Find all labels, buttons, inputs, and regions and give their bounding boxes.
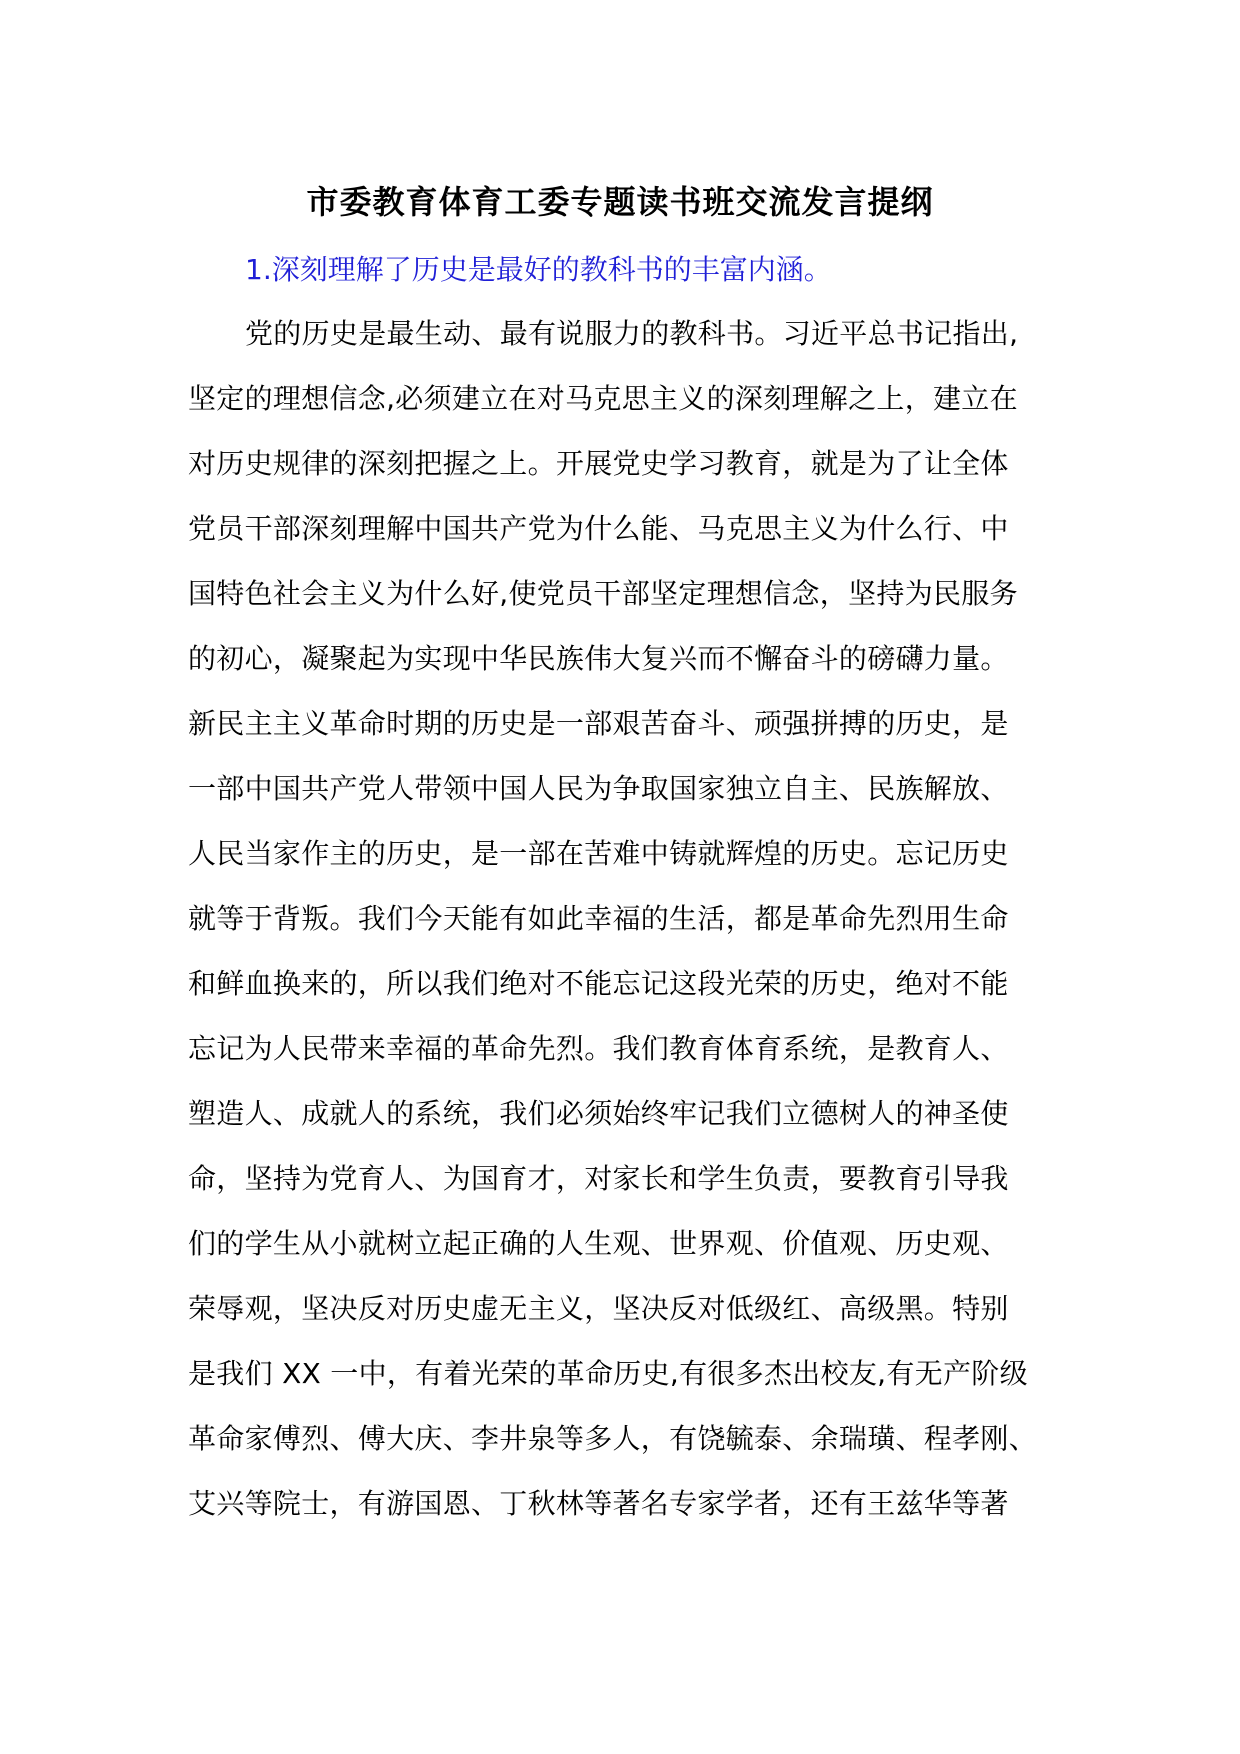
text-line: 人民当家作主的历史，是一部在苦难中铸就辉煌的历史。忘记历史 xyxy=(188,837,1009,870)
text-line: 们的学生从小就树立起正确的人生观、世界观、价值观、历史观、 xyxy=(188,1227,1009,1260)
text-line: 革命家傅烈、傅大庆、李井泉等多人，有饶毓泰、余瑞璜、程孝刚、 xyxy=(188,1422,1038,1455)
section-heading: 1.深刻理解了历史是最好的教科书的丰富内涵。 xyxy=(245,253,832,286)
text-line: 和鲜血换来的，所以我们绝对不能忘记这段光荣的历史，绝对不能 xyxy=(188,967,1009,1000)
text-line: 对历史规律的深刻把握之上。开展党史学习教育，就是为了让全体 xyxy=(188,447,1009,480)
text-line: 艾兴等院士，有游国恩、丁秋林等著名专家学者，还有王兹华等著 xyxy=(188,1487,1009,1520)
document-title: 市委教育体育工委专题读书班交流发言提纲 xyxy=(306,183,934,221)
text-line: 党员干部深刻理解中国共产党为什么能、马克思主义为什么行、中 xyxy=(188,512,1009,545)
text-line: 一部中国共产党人带领中国人民为争取国家独立自主、民族解放、 xyxy=(188,772,1009,805)
text-line: 忘记为人民带来幸福的革命先烈。我们教育体育系统，是教育人、 xyxy=(188,1032,1009,1065)
text-line: 是我们 XX 一中，有着光荣的革命历史,有很多杰出校友,有无产阶级 xyxy=(188,1357,1028,1390)
text-line: 的初心，凝聚起为实现中华民族伟大复兴而不懈奋斗的磅礴力量。 xyxy=(188,642,1009,675)
text-line: 荣辱观，坚决反对历史虚无主义，坚决反对低级红、高级黑。特别 xyxy=(188,1292,1009,1325)
text-line: 就等于背叛。我们今天能有如此幸福的生活，都是革命先烈用生命 xyxy=(188,902,1009,935)
text-line: 塑造人、成就人的系统，我们必须始终牢记我们立德树人的神圣使 xyxy=(188,1097,1009,1130)
text-line: 坚定的理想信念,必须建立在对马克思主义的深刻理解之上，建立在 xyxy=(188,382,1018,415)
text-line: 党的历史是最生动、最有说服力的教科书。习近平总书记指出, xyxy=(245,317,1019,350)
text-line: 国特色社会主义为什么好,使党员干部坚定理想信念，坚持为民服务 xyxy=(188,577,1018,610)
text-line: 命，坚持为党育人、为国育才，对家长和学生负责，要教育引导我 xyxy=(188,1162,1009,1195)
body-text xyxy=(188,312,1068,1547)
text-line: 新民主主义革命时期的历史是一部艰苦奋斗、顽强拼搏的历史，是 xyxy=(188,707,1009,740)
